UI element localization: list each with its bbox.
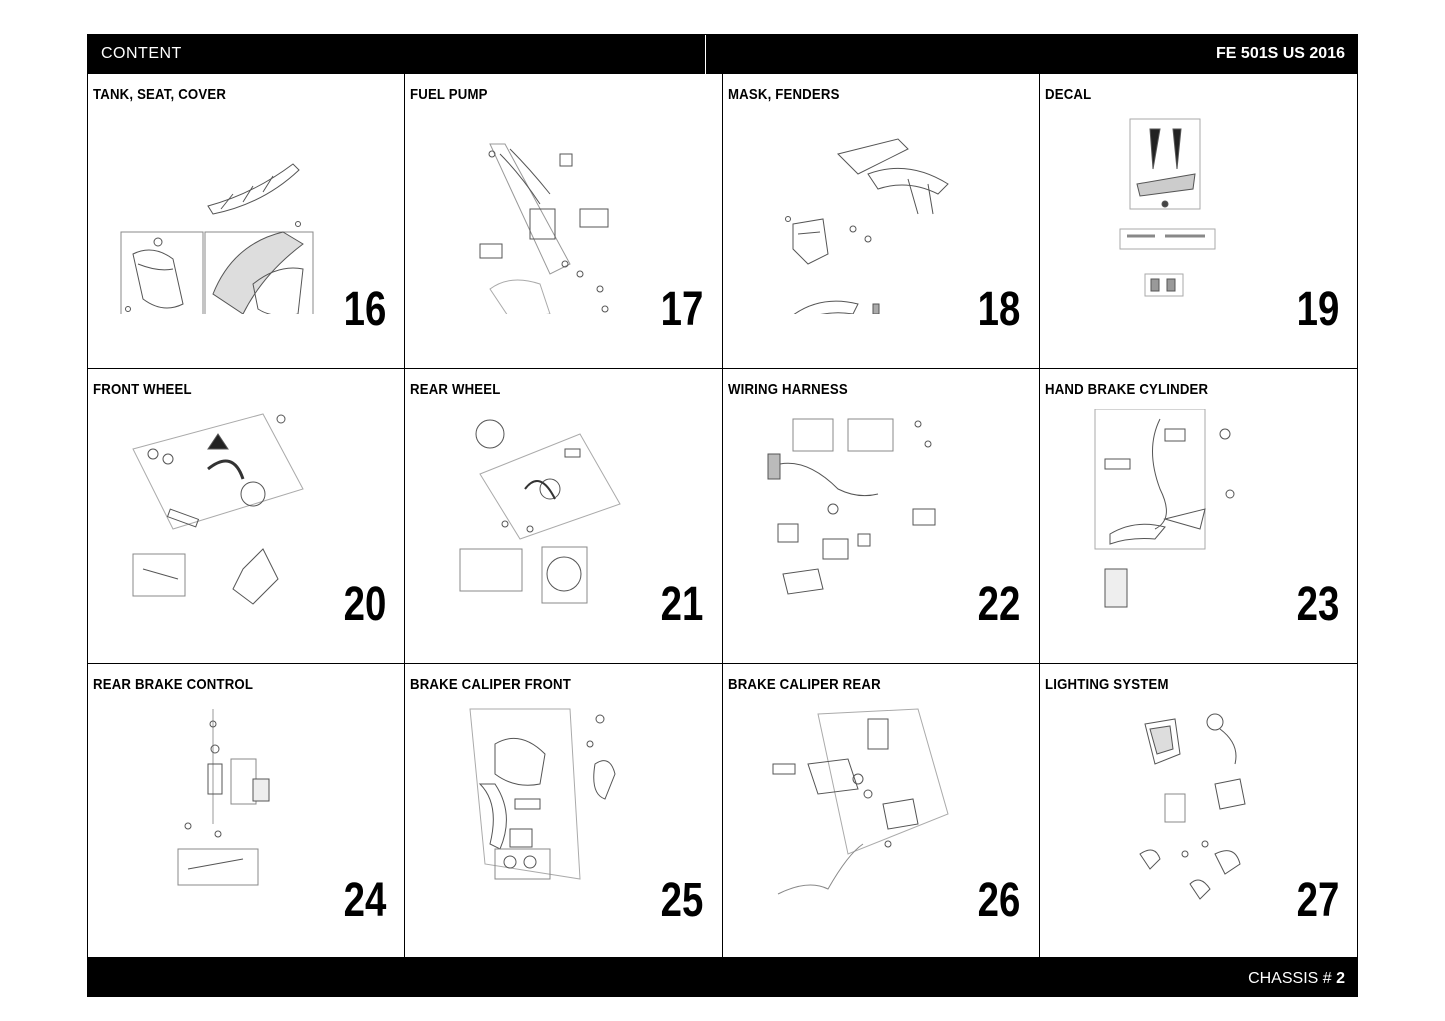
rear-wheel-diagram xyxy=(430,409,660,609)
section-lighting-system[interactable] xyxy=(1040,664,1357,959)
page-number: 23 xyxy=(1296,578,1339,631)
footer-page-number: 2 xyxy=(1336,970,1345,987)
footer-label xyxy=(1248,970,1345,988)
section-title: BRAKE CALIPER REAR xyxy=(727,676,881,693)
page-number: 20 xyxy=(343,578,387,631)
page-number: 26 xyxy=(978,874,1021,927)
brake-caliper-rear-diagram xyxy=(748,704,978,904)
parts-catalog-page xyxy=(87,34,1358,997)
tank-seat-cover-diagram xyxy=(113,114,343,314)
section-title: BRAKE CALIPER FRONT xyxy=(410,676,572,693)
brake-caliper-front-diagram xyxy=(430,704,660,904)
fuel-pump-diagram xyxy=(430,114,660,314)
section-title: FRONT WHEEL xyxy=(93,381,192,398)
page-footer xyxy=(88,957,1357,996)
content-grid xyxy=(88,74,1357,959)
rear-brake-control-diagram xyxy=(113,704,343,904)
section-title: HAND BRAKE CYLINDER xyxy=(1044,381,1208,398)
page-number: 16 xyxy=(343,283,387,336)
section-title: LIGHTING SYSTEM xyxy=(1044,676,1169,693)
section-rear-brake-control[interactable] xyxy=(88,664,405,959)
section-title: TANK, SEAT, COVER xyxy=(93,86,227,103)
wiring-harness-diagram xyxy=(748,409,978,609)
lighting-system-diagram xyxy=(1065,704,1295,904)
page-number: 27 xyxy=(1296,874,1339,927)
footer-section: CHASSIS # xyxy=(1248,970,1337,987)
page-header xyxy=(88,35,1357,74)
section-title: DECAL xyxy=(1044,86,1092,103)
section-brake-caliper-front[interactable] xyxy=(405,664,722,959)
header-title: CONTENT xyxy=(101,45,182,62)
model-name: FE 501S US 2016 xyxy=(1216,45,1345,62)
page-number: 25 xyxy=(660,874,704,927)
page-number: 17 xyxy=(660,283,704,336)
section-mask-fenders[interactable] xyxy=(723,74,1040,369)
section-title: FUEL PUMP xyxy=(410,86,488,103)
section-title: MASK, FENDERS xyxy=(727,86,840,103)
page-number: 21 xyxy=(660,578,704,631)
section-title: REAR WHEEL xyxy=(410,381,501,398)
header-divider xyxy=(705,35,706,74)
section-decal[interactable] xyxy=(1040,74,1357,369)
section-fuel-pump[interactable] xyxy=(405,74,722,369)
section-tank-seat-cover[interactable] xyxy=(88,74,405,369)
section-title: WIRING HARNESS xyxy=(727,381,848,398)
page-number: 18 xyxy=(978,283,1021,336)
front-wheel-diagram xyxy=(113,409,343,609)
page-number: 22 xyxy=(978,578,1021,631)
section-rear-wheel[interactable] xyxy=(405,369,722,664)
section-front-wheel[interactable] xyxy=(88,369,405,664)
hand-brake-cylinder-diagram xyxy=(1065,409,1295,609)
mask-fenders-diagram xyxy=(748,114,978,314)
section-wiring-harness[interactable] xyxy=(723,369,1040,664)
decal-diagram xyxy=(1065,114,1295,314)
section-title: REAR BRAKE CONTROL xyxy=(93,676,254,693)
page-number: 24 xyxy=(343,874,387,927)
section-brake-caliper-rear[interactable] xyxy=(723,664,1040,959)
section-hand-brake-cylinder[interactable] xyxy=(1040,369,1357,664)
page-number: 19 xyxy=(1296,283,1339,336)
